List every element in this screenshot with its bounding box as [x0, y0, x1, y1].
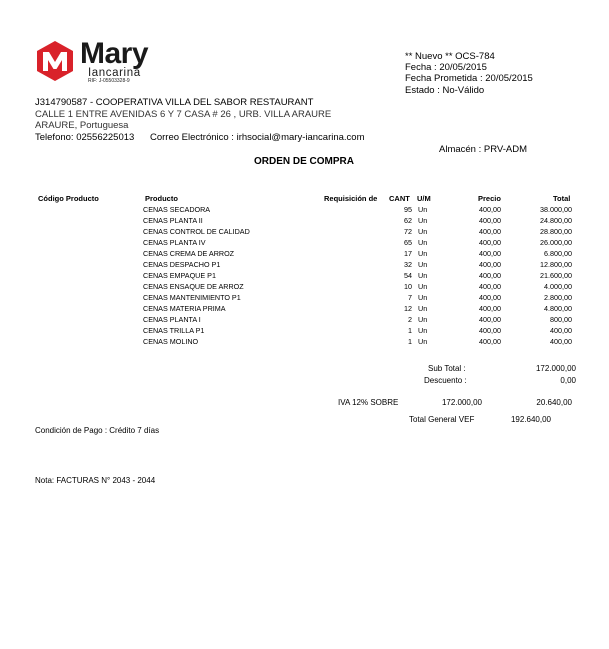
discount-label: Descuento :: [424, 376, 467, 385]
order-date: Fecha : 20/05/2015: [405, 62, 487, 73]
cell-precio: 400,00: [479, 260, 501, 269]
cell-producto: CENAS MATERIA PRIMA: [143, 304, 226, 313]
discount-value: 0,00: [560, 376, 576, 385]
cell-precio: 400,00: [479, 271, 501, 280]
cell-precio: 400,00: [479, 216, 501, 225]
document-title: ORDEN DE COMPRA: [254, 156, 355, 167]
cell-producto: CENAS EMPAQUE P1: [143, 271, 216, 280]
iva-base: 172.000,00: [441, 398, 482, 407]
header-codigo: Código Producto: [38, 194, 99, 203]
header-total: Total: [553, 194, 571, 203]
cell-producto: CENAS CREMA DE ARROZ: [143, 249, 235, 258]
cell-total: 21.600,00: [540, 271, 572, 280]
cell-cant: 72: [404, 227, 412, 236]
total-label: Total General VEF: [409, 415, 475, 424]
cell-precio: 400,00: [479, 326, 501, 335]
cell-producto: CENAS DESPACHO P1: [143, 260, 221, 269]
cell-producto: CENAS MANTENIMIENTO P1: [143, 293, 241, 302]
order-status: Estado : No-Válido: [405, 85, 485, 96]
cell-cant: 62: [404, 216, 412, 225]
cell-total: 28.800,00: [540, 227, 572, 236]
cell-total: 38.000,00: [540, 205, 572, 214]
cell-cant: 2: [408, 315, 412, 324]
table-row: [0, 293, 609, 304]
header-producto: Producto: [145, 194, 178, 203]
table-row: [0, 326, 609, 337]
cell-precio: 400,00: [479, 315, 501, 324]
table-row: [0, 227, 609, 238]
cell-cant: 54: [404, 271, 412, 280]
table-row: [0, 271, 609, 282]
cell-cant: 12: [404, 304, 412, 313]
supplier-address: CALLE 1 ENTRE AVENIDAS 6 Y 7 CASA # 26 , URB. VILLA ARAURE: [35, 109, 332, 120]
cell-cant: 17: [404, 249, 412, 258]
logo-rif: RIF: J-05503328-9: [88, 78, 130, 84]
cell-total: 400,00: [550, 326, 572, 335]
cell-cant: 65: [404, 238, 412, 247]
cell-um: Un: [418, 238, 428, 247]
cell-total: 800,00: [550, 315, 572, 324]
order-promised-date: Fecha Prometida : 20/05/2015: [405, 73, 533, 84]
cell-precio: 400,00: [479, 337, 501, 346]
cell-precio: 400,00: [479, 238, 501, 247]
cell-producto: CENAS ENSAQUE DE ARROZ: [143, 282, 244, 291]
cell-precio: 400,00: [479, 205, 501, 214]
cell-cant: 95: [404, 205, 412, 214]
cell-um: Un: [418, 227, 428, 236]
header-cant: CANT: [389, 194, 410, 203]
logo-subtitle: Iancarina: [88, 67, 141, 79]
table-row: [0, 315, 609, 326]
header-requisicion: Requisición de: [324, 194, 378, 203]
cell-um: Un: [418, 216, 428, 225]
note: Nota: FACTURAS N° 2043 - 2044: [35, 476, 156, 485]
cell-um: Un: [418, 293, 428, 302]
subtotal-value: 172.000,00: [535, 364, 576, 373]
table-row: [0, 260, 609, 271]
iva-value: 20.640,00: [536, 398, 572, 407]
table-row: [0, 216, 609, 227]
table-row: [0, 249, 609, 260]
cell-producto: CENAS MOLINO: [143, 337, 199, 346]
cell-precio: 400,00: [479, 249, 501, 258]
payment-condition: Condición de Pago : Crédito 7 días: [35, 426, 160, 435]
cell-producto: CENAS TRILLA P1: [143, 326, 205, 335]
supplier-email: Correo Electrónico : irhsocial@mary-iancarina.com: [150, 132, 365, 143]
cell-um: Un: [418, 249, 428, 258]
cell-um: Un: [418, 337, 428, 346]
cell-precio: 400,00: [479, 227, 501, 236]
cell-um: Un: [418, 205, 428, 214]
table-row: [0, 304, 609, 315]
cell-um: Un: [418, 271, 428, 280]
cell-um: Un: [418, 315, 428, 324]
table-row: [0, 238, 609, 249]
warehouse: Almacén : PRV-ADM: [439, 144, 527, 155]
cell-cant: 1: [408, 326, 412, 335]
cell-total: 24.800,00: [540, 216, 572, 225]
iva-label: IVA 12% SOBRE: [338, 398, 399, 407]
header-precio: Precio: [478, 194, 501, 203]
cell-producto: CENAS PLANTA II: [143, 216, 203, 225]
cell-cant: 7: [408, 293, 412, 302]
table-row: [0, 282, 609, 293]
supplier-phone: Telefono: 02556225013: [35, 132, 135, 143]
cell-precio: 400,00: [479, 293, 501, 302]
cell-total: 6.800,00: [544, 249, 572, 258]
header-um: U/M: [417, 194, 431, 203]
cell-total: 2.800,00: [544, 293, 572, 302]
order-lines: [0, 205, 609, 348]
cell-um: Un: [418, 304, 428, 313]
cell-precio: 400,00: [479, 304, 501, 313]
cell-producto: CENAS PLANTA I: [143, 315, 201, 324]
cell-total: 26.000,00: [540, 238, 572, 247]
cell-cant: 1: [408, 337, 412, 346]
cell-cant: 10: [404, 282, 412, 291]
logo-m-icon: [34, 40, 76, 82]
cell-cant: 32: [404, 260, 412, 269]
total-value: 192.640,00: [510, 415, 551, 424]
cell-total: 4.800,00: [544, 304, 572, 313]
supplier-city: ARAURE, Portuguesa: [35, 120, 129, 131]
cell-um: Un: [418, 260, 428, 269]
order-number: ** Nuevo ** OCS-784: [405, 51, 495, 62]
supplier-id-name: J314790587 - COOPERATIVA VILLA DEL SABOR RESTAURANT: [35, 97, 314, 108]
cell-total: 4.000,00: [544, 282, 572, 291]
cell-precio: 400,00: [479, 282, 501, 291]
cell-um: Un: [418, 282, 428, 291]
subtotal-label: Sub Total :: [428, 364, 466, 373]
company-logo: [34, 37, 184, 86]
table-row: [0, 337, 609, 348]
cell-um: Un: [418, 326, 428, 335]
cell-producto: CENAS CONTROL DE CALIDAD: [143, 227, 250, 236]
cell-producto: CENAS SECADORA: [143, 205, 211, 214]
cell-producto: CENAS PLANTA IV: [143, 238, 206, 247]
cell-total: 12.800,00: [540, 260, 572, 269]
cell-total: 400,00: [550, 337, 572, 346]
table-row: [0, 205, 609, 216]
logo-wordmark: Mary: [80, 37, 149, 70]
